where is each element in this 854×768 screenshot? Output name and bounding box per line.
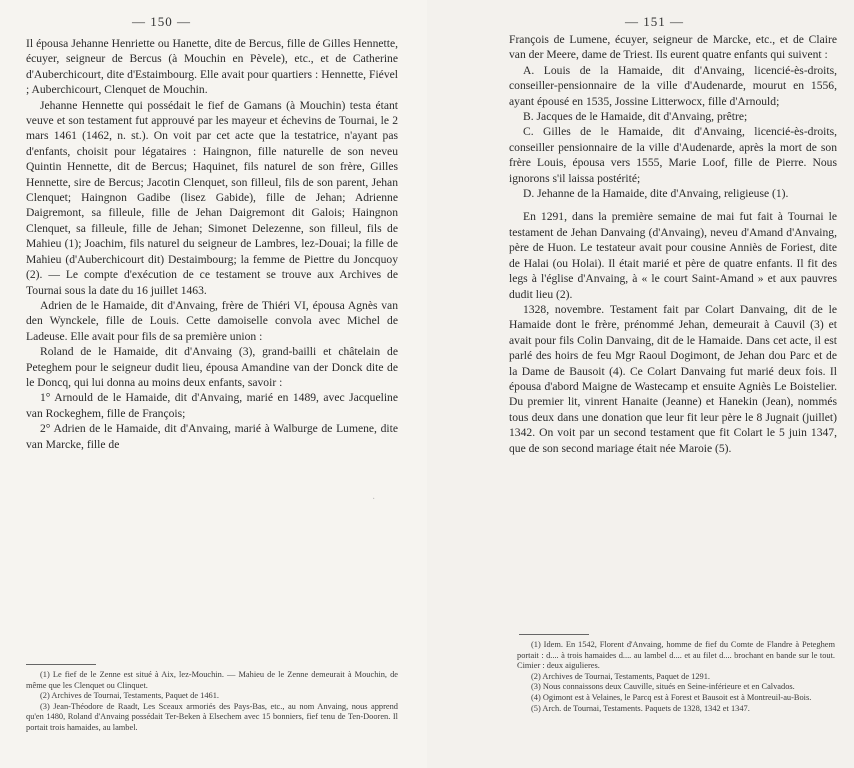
paragraph: Il épousa Jehanne Henriette ou Hanette, dite de Bercus, fille de Gilles Hennette, écuyer, seigneur de Bercus (à Mouchin en Pèvele), etc., et de Catherine d'Auberchicourt, dite d'Estaimbourg. Elle avait pour quartiers : Hennette, Fiével ; Auberchicourt, Clenquet de Mouchin. [26,37,398,97]
footnote: (3) Nous connaissons deux Cauville, situés en Seine-inférieure et en Calvados. [531,682,795,692]
paragraph: 1328, novembre. Testament fait par Colart Danvaing, dit de le Hamaide dont le frère, prénommé Jehan, demeurait à Cauvil (3) et avait pour fils Colin Danvaing, dit de le Hamaide. Dans cet acte, il est parlé des hoirs de feu Mgr Raoul Dogimont, de Jehan dou Parc et de la Dame de Bausoit (4). Ce Colart Danvaing fut marié deux fois. Il épousa d'abord Maigne de Wastecamp et ensuite Agniès Le Boistelier. Du premier lit, vinrent Hanaite (Jeanne) et Hanekin (Jean), nommés tous deux dans une donation que leur fit leur père le 8 Jugnait (juillet) 1342. On voit par un second testament que fit Colart le 5 juin 1347, que de son second mariage était née Maroie (5). [509,302,837,455]
paragraph: B. Jacques de le Hamaide, dit d'Anvaing, prêtre; [523,110,748,124]
footnote: (3) Jean-Théodore de Raadt, Les Sceaux armoriés des Pays-Bas, etc., au nom Anvaing, nous apprend qu'en 1480, Roland d'Anvaing possédait Ter-Beken à Elsechem avec 15 bonniers, fief tenu de Ten-Dooren. Il portait trois hamaides, au lambel. [26,701,398,732]
paragraph: Roland de le Hamaide, dit d'Anvaing (3), grand-bailli et châtelain de Peteghem pour le seigneur dudit lieu, épousa Amandine van der Donck dite de le Doncq, qui lui donna au moins deux enfants, savoir : [26,345,398,389]
paragraph: 2° Adrien de le Hamaide, dit d'Anvaing, marié à Walburge de Lumene, dite van Marcke, fille de [26,422,398,451]
footnote: (4) Ogimont est à Velaines, le Parcq est à Forest et Bausoit est à Montreuil-au-Bois. [531,692,812,702]
footnote: (2) Archives de Tournai, Testaments, Paquet de 1461. [40,691,220,701]
footnote: (1) Idem. En 1542, Florent d'Anvaing, homme de fief du Comte de Flandre à Peteghem portait : d.... à trois hamaides d.... au lambel d.... et au filet d.... brochant en bande sur le tout. Cimier : deux aigulieres. [517,640,835,671]
footnote: (5) Arch. de Tournai, Testaments. Paquets de 1328, 1342 et 1347. [531,703,750,713]
paragraph: A. Louis de la Hamaide, dit d'Anvaing, licencié-ès-droits, conseiller-pensionnaire de la ville d'Audenarde, mourut en 1556, ayant épousé en 1535, Jossine Litterwocx, fille d'Arnould; [509,63,837,108]
page-number: — 150 — [132,14,191,29]
footnote-rule [26,664,96,665]
right-page [427,0,854,768]
paragraph: François de Lumene, écuyer, seigneur de Marcke, etc., et de Claire van der Meere, dame de Triest. Ils eurent quatre enfants qui suivent : [509,33,837,62]
footnote: (2) Archives de Tournai, Testaments, Paquet de 1291. [531,671,711,681]
paragraph: 1° Arnould de le Hamaide, dit d'Anvaing, marié en 1489, avec Jacqueline van Rockeghem, fille de François; [26,391,398,420]
footnotes [26,670,398,734]
page-number: — 151 — [625,14,684,29]
paragraph: Jehanne Hennette qui possédait le fief de Gamans (à Mouchin) testa étant veuve et son testament fut approuvé par les mayeur et échevins de Tournai, le 2 mars 1461 (1462, n. st.). On voit par cet acte que la testatrice, n'ayant pas d'enfants, choisit pour légataires : Haingnon, fille naturelle de son neveu Quintin Hennette, dit de Bercus; Haquinet, fils naturel de son frère, Gilles Hennette, sire de Bercus; Jacotin Clenquet, son filleul, fils de son parent, Jehan Clenquet; Haingnon Gadibe (lisez Gabide), fille de Jehan; Adrienne Daigremont, sa filleule, fille de Jehan Daigremont dit Galois; Haingnon Clenquet, sa filleule, fille de Jehan; Simonet Delezenne, son filleul, fils de Mahieu (1); Joachim, fils naturel du seigneur de Lambres, lez-Douai; la fille de Mahieu (d'Auberchicourt dit) Destaimbourg; la femme de Piettre du Joncquoy (2). — Le compte d'exécution de ce testament se trouve aux Archives de Tournai sous la date du 16 juillet 1463. [26,98,398,297]
footnotes [517,640,835,714]
paper-speck: · [372,494,376,505]
paragraph: En 1291, dans la première semaine de mai fut fait à Tournai le testament de Jehan Danvaing (d'Anvaing), neveu d'Amand d'Anvaing, père de Huon. Le testateur avait pour cousine Anniès de Foriest, dite de Halai (ou Holai). Il était marié et père de quatre enfants. Il fit des legs à l'église d'Anvaing, à « le court Saint-Amand » et aux pauvres dudit lieu (2). [509,210,837,301]
page-body [509,32,837,456]
footnote: (1) Le fief de le Zenne est situé à Aix, lez-Mouchin. — Mahieu de le Zenne demeurait à Mouchin, de même que les Clenquet ou Clinquet. [26,670,398,690]
paragraph: Adrien de le Hamaide, dit d'Anvaing, frère de Thiéri VI, épousa Agnès van den Wynckele, fille de Louis. Cette damoiselle convola avec Michel de Ladeuse. Elle avait pour fils de sa première union : [26,298,398,343]
page-body [26,36,398,452]
footnote-rule [519,634,589,635]
paragraph: D. Jehanne de la Hamaide, dite d'Anvaing, religieuse (1). [523,187,789,201]
paragraph: C. Gilles de le Hamaide, dit d'Anvaing, licencié-ès-droits, conseiller pensionnaire de la ville d'Audenarde, après la mort de son frère Louis, épousa vers 1555, Marie Loof, fille de Pierre. Nous ignorons s'il laissa postérité; [509,125,837,185]
